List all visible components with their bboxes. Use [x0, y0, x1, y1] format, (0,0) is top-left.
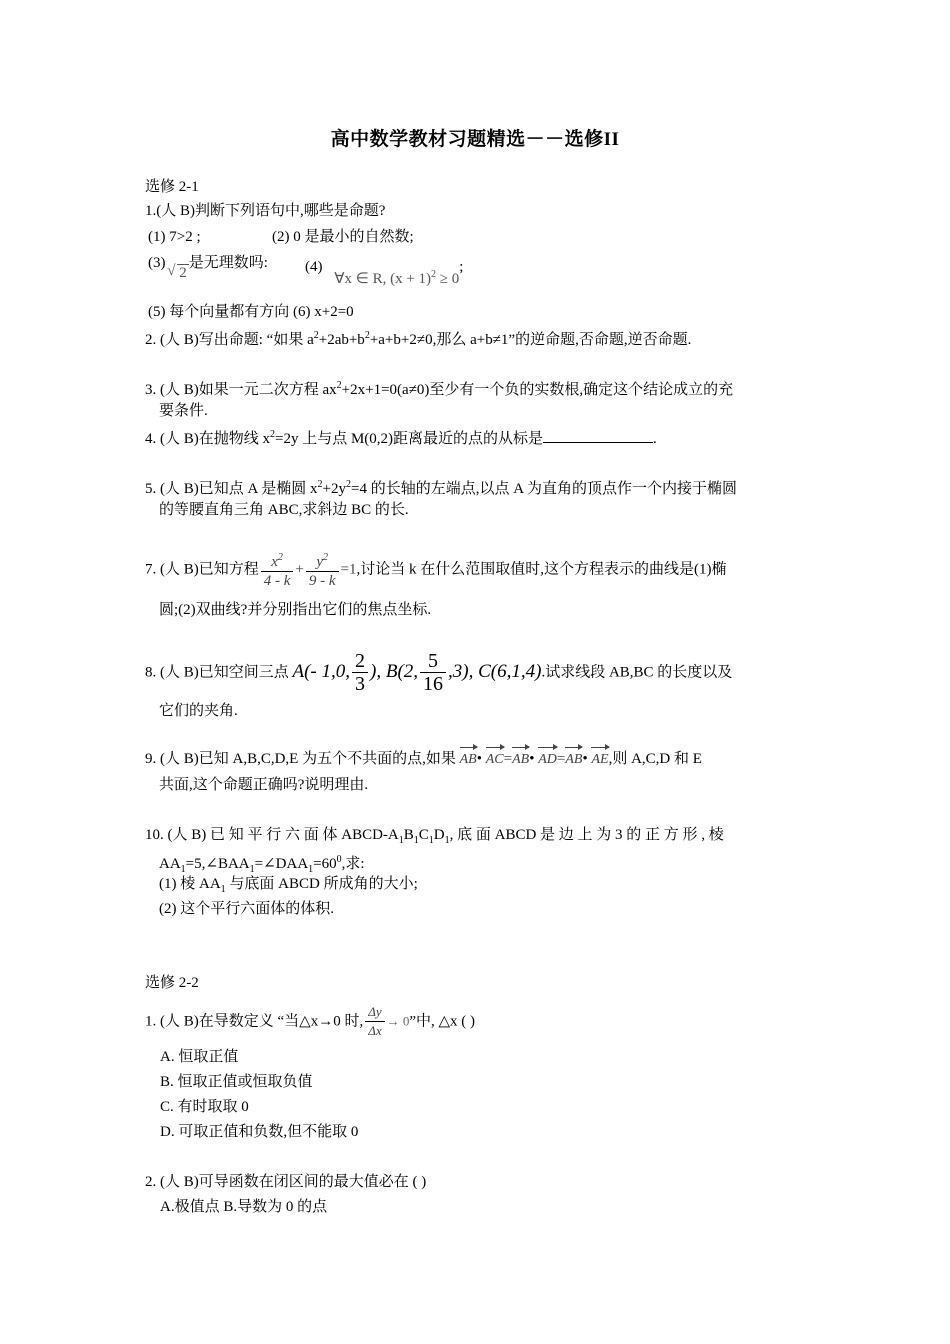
question-10-sub-2: (2) 这个平行六面体的体积. — [159, 901, 334, 917]
fraction-x2: $\frac{x^2}{4 - k}$ — [261, 549, 294, 590]
q2-2-2-options: A.极值点 B.导数为 0 的点 — [160, 1199, 328, 1215]
question-9-line-2: 共面,这个命题正确吗?说明理由. — [159, 777, 369, 793]
sqrt-expression: √ 2 — [169, 263, 189, 283]
vector-ab: AB — [460, 750, 477, 770]
vector-ae: AE — [591, 750, 608, 770]
question-10-line-1: 10. (人 B) 已 知 平 行 六 面 体 ABCD-$A_1B_1C_1D_1$, 底 面 ABCD 是 边 上 为 3 的 正 方 形 , 棱 — [145, 827, 724, 846]
question-4: 4. (人 B)在抛物线 $x^2=2y$ 上与点 M(0,2)距离最近的点的从标是 . — [145, 429, 657, 447]
q8-points-expression: A(- 1,0, $\frac{2}{3}$ ), B(2, $\frac{5}{16}$ ,3), C(6,1,4) — [292, 650, 542, 695]
question-8-line-1: 8. (人 B)已知空间三点 A(- 1,0, $\frac{2}{3}$ ), B(2, $\frac{5}{16}$ ,3), C(6,1,4).试求线段 AB,BC 的长度以及 — [145, 650, 733, 695]
fraction-y2: $\frac{y^2}{9 - k}$ — [306, 549, 339, 590]
q1-item-1: (1) 7>2 ; — [148, 229, 201, 245]
option-a: A. 恒取正值 — [160, 1049, 239, 1065]
fraction-dy-dx: $\frac{\Delta y}{\Delta x}$ — [365, 1003, 384, 1040]
question-10-sub-1: (1) 棱 $AA_1$ 与底面 ABCD 所成角的大小; — [159, 876, 418, 895]
q1-item-3: (3) √ 2是无理数吗: — [148, 253, 268, 273]
question-5-line-2: 的等腰直角三角 ABC,求斜边 BC 的长. — [159, 502, 409, 518]
q1-item-4: (4) ∀x ∈ R, $(x + 1)^2 \ge 0$; — [305, 259, 464, 287]
question-2-2-2: 2. (人 B)可导函数在闭区间的最大值必在 ( ) — [145, 1174, 427, 1190]
q1-items-5-6: (5) 每个向量都有方向 (6) x+2=0 — [148, 304, 354, 320]
q1-item-2: (2) 0 是最小的自然数; — [272, 229, 414, 245]
vector-ad: AD — [538, 750, 557, 770]
question-3-line-1: 3. (人 B)如果一元二次方程 $ax^2+2x+1=0(a\ne 0)$至少有一个负的实数根,确定这个结论成立的充 — [145, 380, 734, 398]
question-8-line-2: 它们的夹角. — [159, 703, 238, 719]
section-heading-2-1: 选修 2-1 — [145, 179, 199, 195]
question-1-stem: 1.(人 B)判断下列语句中,哪些是命题? — [145, 203, 386, 219]
q1-math-forall: ∀x ∈ R, $(x + 1)^2 \ge 0$ — [334, 269, 460, 287]
question-10-line-2: $AA_1=5,\angle BAA_1=\angle DAA_1=60^0$,求: — [159, 854, 365, 875]
question-2-2-1: 1. (人 B)在导数定义 “当△x→0 时, $\frac{\Delta y}{\Delta x}$ → 0”中, △x ( ) — [145, 1004, 476, 1038]
page-title: 高中数学教材习题精选－－选修II — [330, 129, 620, 150]
question-5-line-1: 5. (人 B)已知点 A 是椭圆 $x^2+2y^2=4$ 的长轴的左端点,以点 A 为直角的顶点作一个内接于椭圆 — [145, 479, 737, 497]
vector-ab: AB — [565, 750, 582, 770]
vector-ac: AC — [486, 750, 504, 770]
question-2: 2. (人 B)写出命题: “如果 $a^2+2ab+b^2+a+b+2\ne 0$,那么 a+b≠1”的逆命题,否命题,逆否命题. — [145, 330, 692, 348]
question-7-line-1: 7. (人 B)已知方程 $\frac{x^2}{4 - k}$ + $\frac{y^2}{9 - k}$ =1,讨论当 k 在什么范围取值时,这个方程表示的曲线是(1)椭 — [145, 549, 727, 590]
section-heading-2-2: 选修 2-2 — [145, 975, 199, 991]
option-d: D. 可取正值和负数,但不能取 0 — [160, 1124, 359, 1140]
option-c: C. 有时取取 0 — [160, 1099, 249, 1115]
option-b: B. 恒取正值或恒取负值 — [160, 1074, 313, 1090]
question-7-line-2: 圆;(2)双曲线?并分别指出它们的焦点坐标. — [159, 602, 432, 618]
answer-blank — [543, 428, 653, 443]
question-9-line-1: 9. (人 B)已知 A,B,C,D,E 为五个不共面的点,如果 AB• AC=AB• AD=AB• AE,则 A,C,D 和 E — [145, 749, 702, 770]
question-3-line-2: 要条件. — [159, 403, 208, 419]
vector-ab: AB — [512, 750, 529, 770]
